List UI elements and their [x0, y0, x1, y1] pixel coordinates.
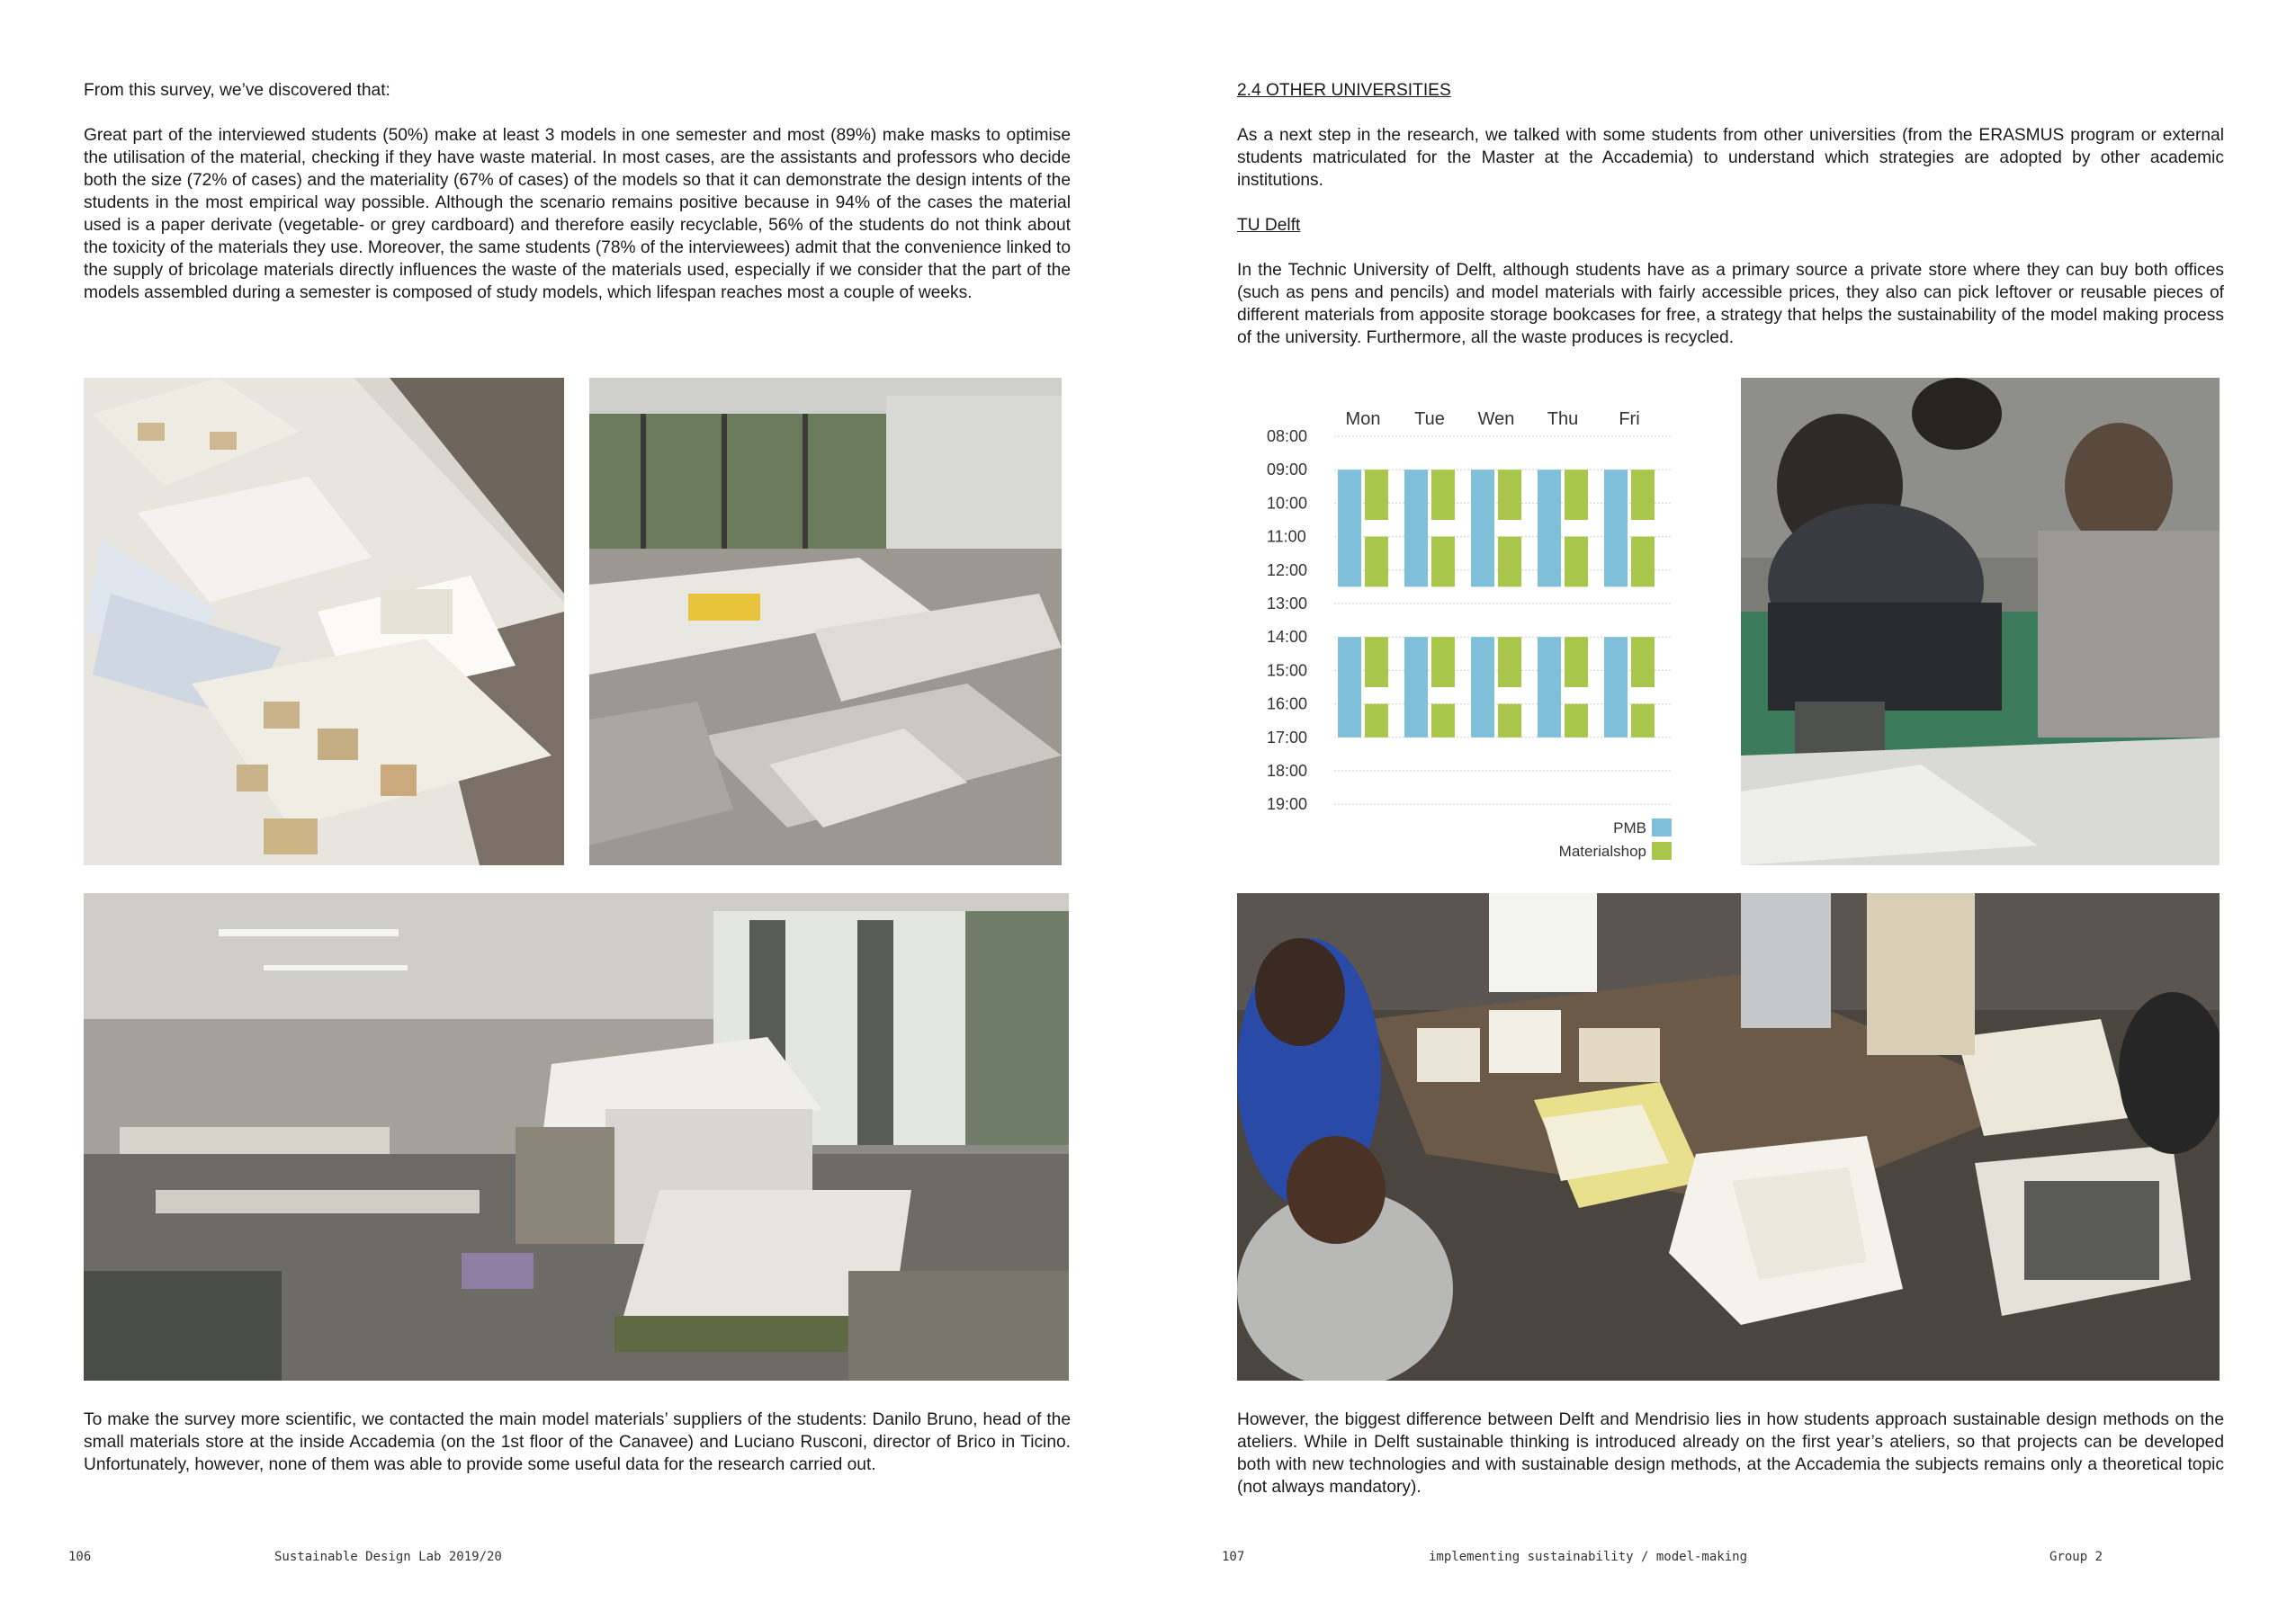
- schedule-bar-pmb: [1538, 470, 1561, 586]
- legend-swatch: [1652, 818, 1672, 836]
- schedule-bar-pmb: [1471, 637, 1494, 738]
- schedule-bar-materialshop: [1631, 637, 1655, 687]
- schedule-bar-materialshop: [1498, 470, 1521, 520]
- schedule-bar-pmb: [1538, 637, 1561, 738]
- opening-hours-chart-svg: [1261, 378, 1684, 869]
- left-body-paragraph: Great part of the interviewed students (50%) make at least 3 models in one semester and most (89%) make masks to optimise the utilisation of the material, checking if they have waste material. In most cases, are the assistants and professors who decide both the size (72% of cases) and the materiality (67% of cases) of the models so that it can demonstrate the design intents of the students in the most empirical way possible. Although the scenario remains positive because in 94% of the cases the material used is a paper derivate (vegetable- or grey cardboard) and therefore easily recyclable, 56% of the students do not think about the toxicity of the materials they use. Moreover, the same students (78% of the interviewees) admit that the convenience linked to the supply of bricolage materials directly influences the waste of the materials used, especially if we consider that the part of the models assembled during a semester is composed of study models, which lifespan reaches most a couple of weeks.: [84, 126, 1071, 302]
- schedule-bar-materialshop: [1365, 537, 1388, 587]
- schedule-bar-materialshop: [1365, 637, 1388, 687]
- schedule-bar-materialshop: [1365, 704, 1388, 738]
- schedule-bar-materialshop: [1565, 637, 1588, 687]
- tu-delft-subheading: TU Delft: [1237, 216, 1301, 235]
- time-tick-label: 19:00: [1267, 795, 1308, 814]
- day-label: Thu: [1547, 409, 1579, 429]
- photo-students-crouching: [1741, 378, 2220, 865]
- time-tick-label: 13:00: [1267, 595, 1308, 613]
- schedule-bar-materialshop: [1565, 704, 1588, 738]
- left-footer-title: Sustainable Design Lab 2019/20: [274, 1550, 502, 1564]
- schedule-bar-materialshop: [1498, 704, 1521, 738]
- time-tick-label: 14:00: [1267, 628, 1308, 647]
- time-tick-label: 15:00: [1267, 661, 1308, 680]
- left-page-number: 106: [68, 1550, 92, 1564]
- time-tick-label: 11:00: [1267, 527, 1306, 546]
- schedule-bar-pmb: [1604, 470, 1628, 586]
- schedule-bar-pmb: [1404, 637, 1428, 738]
- section-heading: 2.4 OTHER UNIVERSITIES: [1237, 81, 1451, 100]
- schedule-bar-materialshop: [1431, 637, 1455, 687]
- legend-label: PMB: [1613, 819, 1646, 836]
- time-tick-label: 16:00: [1267, 694, 1308, 713]
- schedule-bar-materialshop: [1431, 470, 1455, 520]
- right-footer-group: Group 2: [2049, 1550, 2103, 1564]
- time-tick-label: 17:00: [1267, 728, 1308, 747]
- schedule-bar-materialshop: [1565, 470, 1588, 520]
- schedule-bar-materialshop: [1431, 704, 1455, 738]
- opening-hours-chart: [1261, 378, 1684, 869]
- schedule-bar-materialshop: [1498, 537, 1521, 587]
- right-body-paragraph-2: In the Technic University of Delft, although students have as a primary source a private store where they can buy both offices (such as pens and pencils) and model materials with fairly accessible prices, they also can pick leftover or reusable pieces of different materials from apposite storage bookcases for free, a strategy that helps the sustainability of the model making process of the university. Furthermore, all the waste produces is recycled.: [1237, 261, 2224, 347]
- left-caption-paragraph: To make the survey more scientific, we contacted the main model materials’ suppliers of the students: Danilo Bruno, head of the small materials store at the inside Accademia (on the 1st floor of the Canavee) and Luciano Rusconi, director of Brico in Ticino. Unfortunately, however, none of them was able to provide some useful data for the research carried out.: [84, 1410, 1071, 1474]
- schedule-bar-pmb: [1471, 470, 1494, 586]
- schedule-bar-materialshop: [1431, 537, 1455, 587]
- legend-swatch: [1652, 842, 1672, 860]
- time-tick-label: 12:00: [1267, 560, 1308, 579]
- day-label: Tue: [1414, 409, 1445, 429]
- schedule-bar-pmb: [1338, 637, 1361, 738]
- schedule-bar-materialshop: [1498, 637, 1521, 687]
- day-label: Mon: [1345, 409, 1381, 429]
- photo-models-on-table: [84, 378, 564, 865]
- time-tick-label: 10:00: [1267, 494, 1308, 513]
- legend-label: Materialshop: [1558, 843, 1646, 860]
- schedule-bar-materialshop: [1565, 537, 1588, 587]
- right-caption-paragraph: However, the biggest difference between Delft and Mendrisio lies in how students approach sustainable design methods on the ateliers. While in Delft sustainable thinking is introduced already on the first year’s ateliers, so that projects can be developed both with new technologies and with sustainable design methods, at the Accademia the subjects remains only a theoretical topic (not always mandatory).: [1237, 1410, 2224, 1497]
- schedule-bar-materialshop: [1365, 470, 1388, 520]
- time-tick-label: 09:00: [1267, 461, 1308, 479]
- left-intro: From this survey, we’ve discovered that:: [84, 81, 390, 100]
- right-footer-title: implementing sustainability / model-making: [1429, 1550, 1748, 1564]
- schedule-bar-materialshop: [1631, 704, 1655, 738]
- schedule-bar-pmb: [1604, 637, 1628, 738]
- right-body-paragraph-1: As a next step in the research, we talked with some students from other universities (from the ERASMUS program or external students matriculated for the Master at the Accademia) to understand which strategies are adopted by other academic institutions.: [1237, 126, 2224, 190]
- photo-group-on-pallets: [1237, 893, 2220, 1381]
- time-tick-label: 08:00: [1267, 427, 1308, 445]
- day-label: Wen: [1477, 409, 1515, 429]
- right-page-number: 107: [1222, 1550, 1245, 1564]
- schedule-bar-pmb: [1338, 470, 1361, 586]
- schedule-bar-materialshop: [1631, 470, 1655, 520]
- day-label: Fri: [1619, 409, 1640, 429]
- schedule-bar-materialshop: [1631, 537, 1655, 587]
- schedule-bar-pmb: [1404, 470, 1428, 586]
- time-tick-label: 18:00: [1267, 762, 1308, 780]
- photo-workshop-hall: [84, 893, 1069, 1381]
- photo-studio-room: [589, 378, 1062, 865]
